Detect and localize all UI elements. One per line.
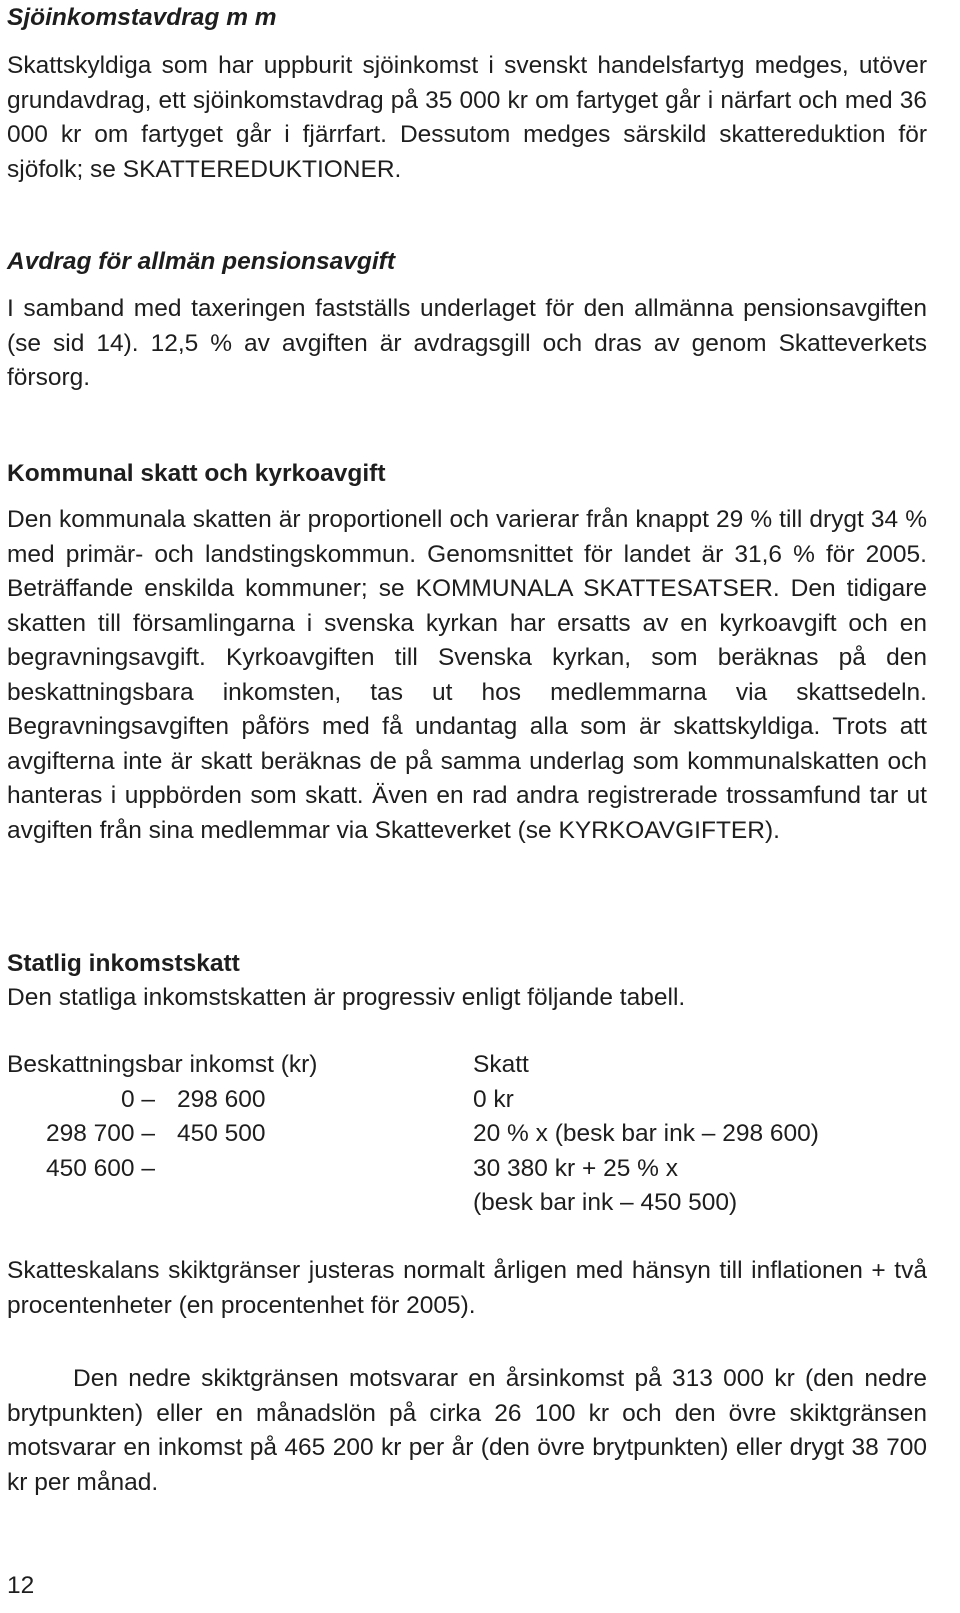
paragraph-skiktgranser: Skatteskalans skiktgränser justeras normalt årligen med hänsyn till inflationen + två procentenheter (en procentenhet för 2005). [7, 1257, 927, 1319]
section-heading-statlig-inkomstskatt: Statlig inkomstskatt [7, 950, 240, 977]
page-number: 12 [7, 1572, 35, 1599]
tax-table-header [7, 1048, 927, 1083]
tax-formula: 0 kr [473, 1085, 514, 1113]
income-from: 0 – [120, 1085, 155, 1113]
income-from: 298 700 – [46, 1120, 155, 1147]
income-from: 450 600 – [46, 1154, 155, 1182]
paragraph-sjoinkomstavdrag: Skattskyldiga som har uppburit sjöinkomst i svenskt handelsfartyg medges, utöver grundavdrag, ett sjöinkomstavdrag på 35 000 kr om fartyget går i närfart och med 36 000 kr om fartyget går i fjärrfart. Dessutom medges särskild skattereduktion för sjöfolk; se SKATTEREDUKTIONER. [7, 52, 927, 183]
tax-formula: 20 % x (besk bar ink – 298 600) [473, 1120, 819, 1147]
tax-table-header-income: Beskattningsbar inkomst (kr) [7, 1051, 318, 1078]
table-row [7, 1152, 927, 1187]
section-heading-sjoinkomstavdrag: Sjöinkomstavdrag m m [7, 4, 277, 31]
table-row [7, 1083, 927, 1118]
income-to: 450 500 [177, 1120, 266, 1147]
income-to: 298 600 [177, 1085, 266, 1113]
paragraph-pensionsavgift: I samband med taxeringen fastställs underlaget för den allmänna pensionsavgiften (se sid 14). 12,5 % av avgiften är avdragsgill och dras av genom Skatteverkets försorg. [7, 295, 927, 391]
section-heading-kommunal-skatt: Kommunal skatt och kyrkoavgift [7, 460, 386, 487]
section-heading-pensionsavgift: Avdrag för allmän pensionsavgift [7, 248, 395, 275]
paragraph-kommunal-skatt: Den kommunala skatten är proportionell och varierar från knappt 29 % till drygt 34 % med primär- och landstingskommun. Genomsnittet för landet är 31,6 % för 2005. Beträffande enskilda kommuner; se KOMMUNALA SKATTESATSER. Den tidigare skatten till församlingarna i svenska kyrkan har ersatts av en kyrkoavgift och en begravningsavgift. Kyrkoavgiften till Svenska kyrkan, som beräknas på den beskattningsbara inkomsten, tas ut hos medlemmarna via skattsedeln. Begravningsavgiften påförs med få undantag alla som är skattskyldiga. Trots att avgifterna inte är skatt beräknas de på samma underlag som kommunalskatten och hanteras i uppbörden som skatt. Även en rad andra registrerade trossamfund tar ut avgiften från sina medlemmar via Skatteverket (se KYRKOAVGIFTER). [7, 506, 927, 844]
tax-table [7, 1048, 927, 1221]
tax-table-header-tax: Skatt [473, 1051, 529, 1078]
table-row [7, 1117, 927, 1152]
paragraph-brytpunkter: Den nedre skiktgränsen motsvarar en årsinkomst på 313 000 kr (den nedre brytpunkten) eller en månadslön på cirka 26 100 kr och den övre skiktgränsen motsvarar en inkomst på 465 200 kr per år (den övre brytpunkten) eller drygt 38 700 kr per månad. [7, 1365, 927, 1496]
table-row [7, 1186, 927, 1221]
tax-formula: 30 380 kr + 25 % x [473, 1154, 678, 1182]
tax-formula: (besk bar ink – 450 500) [473, 1189, 738, 1216]
paragraph-statlig-inkomstskatt: Den statliga inkomstskatten är progressiv enligt följande tabell. [7, 984, 686, 1011]
